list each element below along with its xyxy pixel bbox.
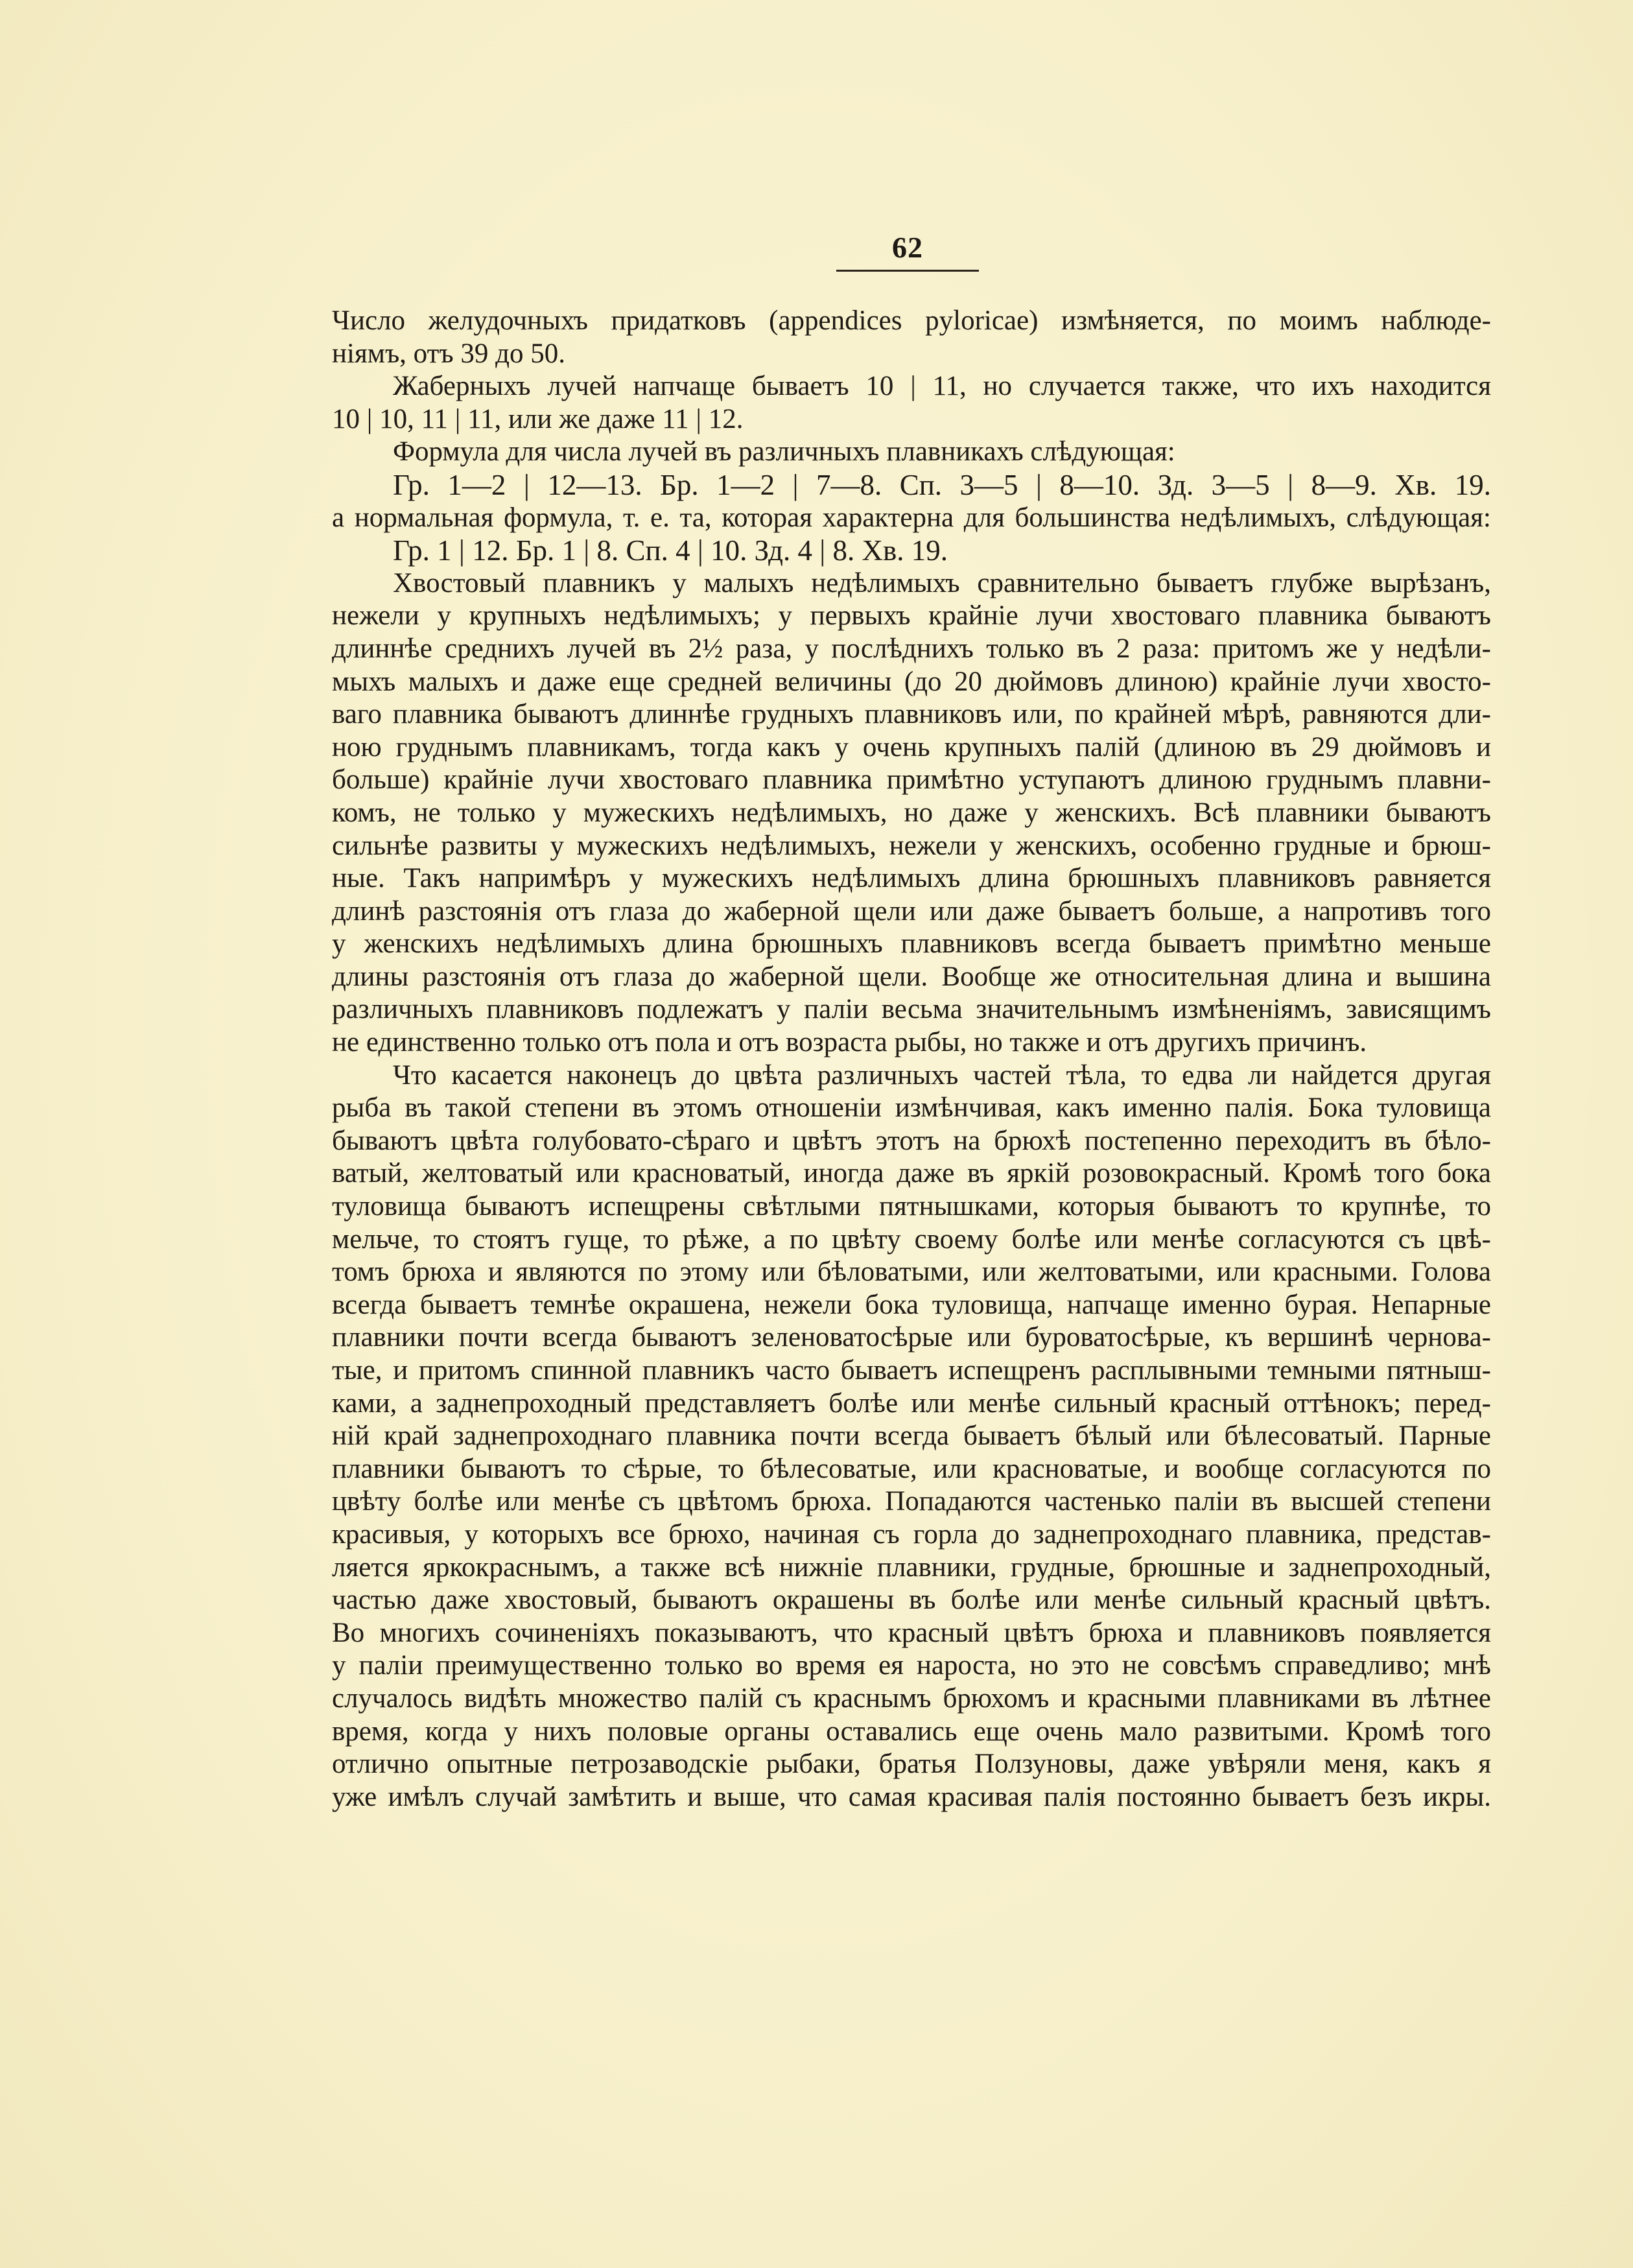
text-line: время, когда у нихъ половые органы оставались еще очень мало развитыми. Кромѣ того (332, 1716, 1491, 1747)
text-line: нежели у крупныхъ недѣлимыхъ; у первыхъ крайніе лучи хвостоваго плавника бываютъ (332, 600, 1491, 632)
text-line: Гр. 1—2 | 12—13. Бр. 1—2 | 7—8. Сп. 3—5 | 8—10. Зд. 3—5 | 8—9. Хв. 19. (393, 468, 1491, 501)
page-number: 62 (892, 231, 923, 264)
text-line: комъ, не только у мужескихъ недѣлимыхъ, но даже у женскихъ. Всѣ плавники бываютъ (332, 797, 1491, 828)
text-line: мельче, то стоятъ гуще, то рѣже, а по цвѣту своему болѣе или менѣе согласуются съ цвѣ- (332, 1223, 1491, 1255)
text-line: длины разстоянія отъ глаза до жаберной щели. Вообще же относительная длина и вышина (332, 961, 1491, 992)
text-line: случалось видѣть множество палій съ краснымъ брюхомъ и красными плавниками въ лѣтнее (332, 1683, 1491, 1714)
body-text (332, 305, 1491, 1813)
text-line: Жаберныхъ лучей напчаще бываетъ 10 | 11, но случается также, что ихъ находится (393, 371, 1491, 402)
text-line: частью даже хвостовый, бываютъ окрашены въ болѣе или менѣе сильный красный цвѣтъ. (332, 1585, 1491, 1616)
text-line: ляется яркокраснымъ, а также всѣ нижніе плавники, грудные, брюшные и заднепроходный, (332, 1552, 1491, 1583)
page-number-rule (836, 270, 979, 272)
text-line: уже имѣлъ случай замѣтить и выше, что самая красивая палія постоянно бываетъ безъ икры. (332, 1781, 1491, 1812)
text-line: тые, и притомъ спинной плавникъ часто бываетъ испещренъ расплывными темными пятныш- (332, 1355, 1491, 1386)
text-line: Во многихъ сочиненіяхъ показываютъ, что красный цвѣтъ брюха и плавниковъ появляется (332, 1617, 1491, 1648)
text-line: мыхъ малыхъ и даже еще средней величины (до 20 дюймовъ длиною) крайніе лучи хвосто- (332, 666, 1491, 697)
text-line: ваго плавника бываютъ длиннѣе грудныхъ плавниковъ или, по крайней мѣрѣ, равняются дли- (332, 699, 1491, 730)
text-line: Число желудочныхъ придатковъ (appendices pyloricae) измѣняется, по моимъ наблюде- (332, 305, 1491, 336)
text-line: различныхъ плавниковъ подлежатъ у паліи весьма значительнымъ измѣненіямъ, зависящимъ (332, 994, 1491, 1025)
text-line: томъ брюха и являются по этому или бѣловатыми, или желтоватыми, или красными. Голова (332, 1257, 1491, 1288)
text-line: бываютъ цвѣта голубовато-сѣраго и цвѣтъ этотъ на брюхѣ постепенно переходитъ въ бѣло- (332, 1125, 1491, 1156)
text-line: Хвостовый плавникъ у малыхъ недѣлимыхъ сравнительно бываетъ глубже вырѣзанъ, (393, 567, 1491, 598)
text-line: ные. Такъ напримѣръ у мужескихъ недѣлимыхъ длина брюшныхъ плавниковъ равняется (332, 863, 1491, 894)
text-line: ній край заднепроходнаго плавника почти всегда бываетъ бѣлый или бѣлесоватый. Парные (332, 1421, 1491, 1452)
text-line: у женскихъ недѣлимыхъ длина брюшныхъ плавниковъ всегда бываетъ примѣтно меньше (332, 928, 1491, 960)
text-line: плавники бываютъ то сѣрые, то бѣлесоватые, или красноватые, и вообще согласуются по (332, 1453, 1491, 1484)
text-line: рыба въ такой степени въ этомъ отношеніи измѣнчивая, какъ именно палія. Бока туловища (332, 1093, 1491, 1124)
text-line: больше) крайніе лучи хвостоваго плавника примѣтно уступаютъ длиною груднымъ плавни- (332, 764, 1491, 796)
text-line: красивыя, у которыхъ все брюхо, начиная съ горла до заднепроходнаго плавника, представ- (332, 1518, 1491, 1550)
text-line: цвѣту болѣе или менѣе съ цвѣтомъ брюха. Попадаются частенько паліи въ высшей степени (332, 1486, 1491, 1517)
text-line: Формула для числа лучей въ различныхъ плавникахъ слѣдующая: (393, 436, 1175, 467)
text-line: у паліи преимущественно только во время ея нароста, но это не совсѣмъ справедливо; мнѣ (332, 1650, 1491, 1681)
text-line: длиннѣе среднихъ лучей въ 2½ раза, у послѣднихъ только въ 2 раза: притомъ же у недѣли- (332, 633, 1491, 664)
text-line: не единственно только отъ пола и отъ возраста рыбы, но также и отъ другихъ причинъ. (332, 1027, 1367, 1058)
text-line: Гр. 1 | 12. Бр. 1 | 8. Сп. 4 | 10. Зд. 4 | 8. Хв. 19. (393, 534, 948, 567)
text-line: туловища бываютъ испещрены свѣтлыми пятнышками, которыя бываютъ то крупнѣе, то (332, 1191, 1491, 1222)
text-line: сильнѣе развиты у мужескихъ недѣлимыхъ, нежели у женскихъ, особенно грудные и брюш- (332, 830, 1491, 861)
text-line: ною груднымъ плавникамъ, тогда какъ у очень крупныхъ палій (длиною въ 29 дюймовъ и (332, 731, 1491, 762)
text-line: ніямъ, отъ 39 до 50. (332, 338, 566, 369)
text-line: всегда бываетъ темнѣе окрашена, нежели бока туловища, напчаще именно бурая. Непарные (332, 1289, 1491, 1320)
text-line: отлично опытные петрозаводскіе рыбаки, братья Ползуновы, даже увѣряли меня, какъ я (332, 1749, 1491, 1780)
text-line: 10 | 10, 11 | 11, или же даже 11 | 12. (332, 403, 744, 434)
text-line: плавники почти всегда бываютъ зеленоватосѣрые или буроватосѣрые, къ вершинѣ чернова- (332, 1322, 1491, 1353)
text-line: ками, а заднепроходный представляетъ болѣе или менѣе сильный красный оттѣнокъ; перед- (332, 1388, 1491, 1419)
text-line: Что касается наконецъ до цвѣта различныхъ частей тѣла, то едва ли найдется другая (393, 1059, 1491, 1091)
text-line: длинѣ разстоянія отъ глаза до жаберной щели или даже бываетъ больше, а напротивъ того (332, 895, 1491, 927)
text-line: а нормальная формула, т. е. та, которая характерна для большинства недѣлимыхъ, слѣдующая: (332, 502, 1491, 533)
text-line: ватый, желтоватый или красноватый, иногда даже въ яркій розовокрасный. Кромѣ того бока (332, 1158, 1491, 1189)
